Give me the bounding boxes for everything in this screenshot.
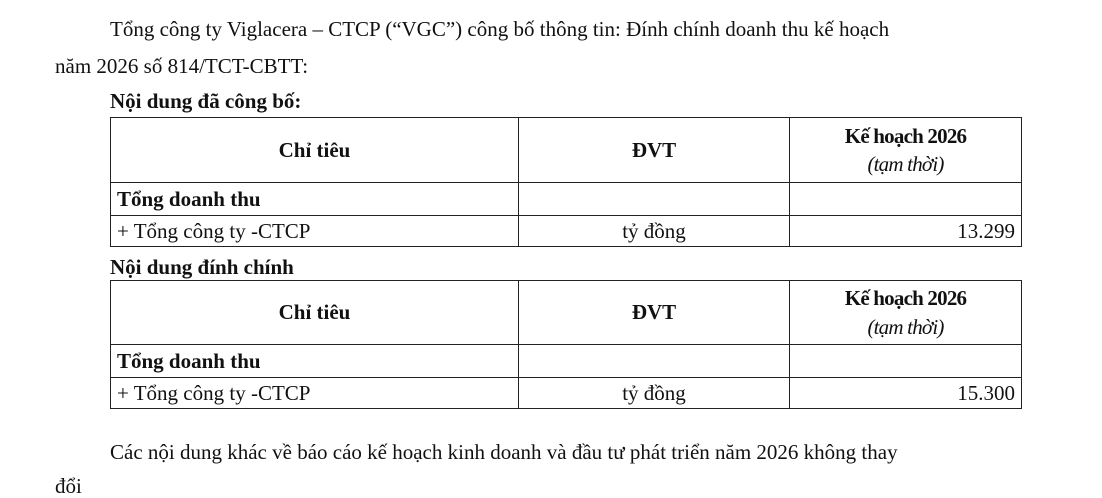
corrected-table-header-row xyxy=(111,281,1022,345)
intro-line-1: Tổng công ty Viglacera – CTCP (“VGC”) công bố thông tin: Đính chính doanh thu kế hoạch xyxy=(110,17,890,41)
row-value xyxy=(790,345,1022,378)
row-value: 15.300 xyxy=(790,378,1022,409)
header-unit: ĐVT xyxy=(519,118,790,183)
row-unit xyxy=(519,345,790,378)
row-label: Tổng doanh thu xyxy=(111,345,519,378)
header-indicator: Chỉ tiêu xyxy=(111,118,519,183)
header-unit: ĐVT xyxy=(519,281,790,345)
header-plan-provisional: (tạm thời) xyxy=(867,152,944,176)
table-row xyxy=(111,378,1022,409)
published-table-header-row xyxy=(111,118,1022,183)
header-indicator: Chỉ tiêu xyxy=(111,281,519,345)
row-unit: tỷ đồng xyxy=(519,378,790,409)
row-label: Tổng doanh thu xyxy=(111,183,519,216)
row-value xyxy=(790,183,1022,216)
table-row xyxy=(111,345,1022,378)
header-plan-title: Kế hoạch 2026 xyxy=(844,123,967,148)
table-row xyxy=(111,216,1022,247)
corrected-table xyxy=(110,280,1022,409)
closing-line-2: đổi xyxy=(55,474,82,498)
header-plan-2026 xyxy=(790,118,1022,183)
header-plan-title: Kế hoạch 2026 xyxy=(844,286,967,311)
row-unit xyxy=(519,183,790,216)
table-row xyxy=(111,183,1022,216)
row-unit: tỷ đồng xyxy=(519,216,790,247)
row-label: + Tổng công ty -CTCP xyxy=(111,378,519,409)
intro-line-2: năm 2026 số 814/TCT-CBTT: xyxy=(55,54,309,78)
published-content-heading: Nội dung đã công bố: xyxy=(110,89,302,113)
corrected-content-heading: Nội dung đính chính xyxy=(110,255,294,279)
row-value: 13.299 xyxy=(790,216,1022,247)
closing-line-1: Các nội dung khác về báo cáo kế hoạch kinh doanh và đầu tư phát triển năm 2026 không thay xyxy=(110,440,898,464)
header-plan-provisional: (tạm thời) xyxy=(867,314,944,339)
row-label: + Tổng công ty -CTCP xyxy=(111,216,519,247)
published-table xyxy=(110,117,1022,247)
header-plan-2026 xyxy=(790,281,1022,345)
